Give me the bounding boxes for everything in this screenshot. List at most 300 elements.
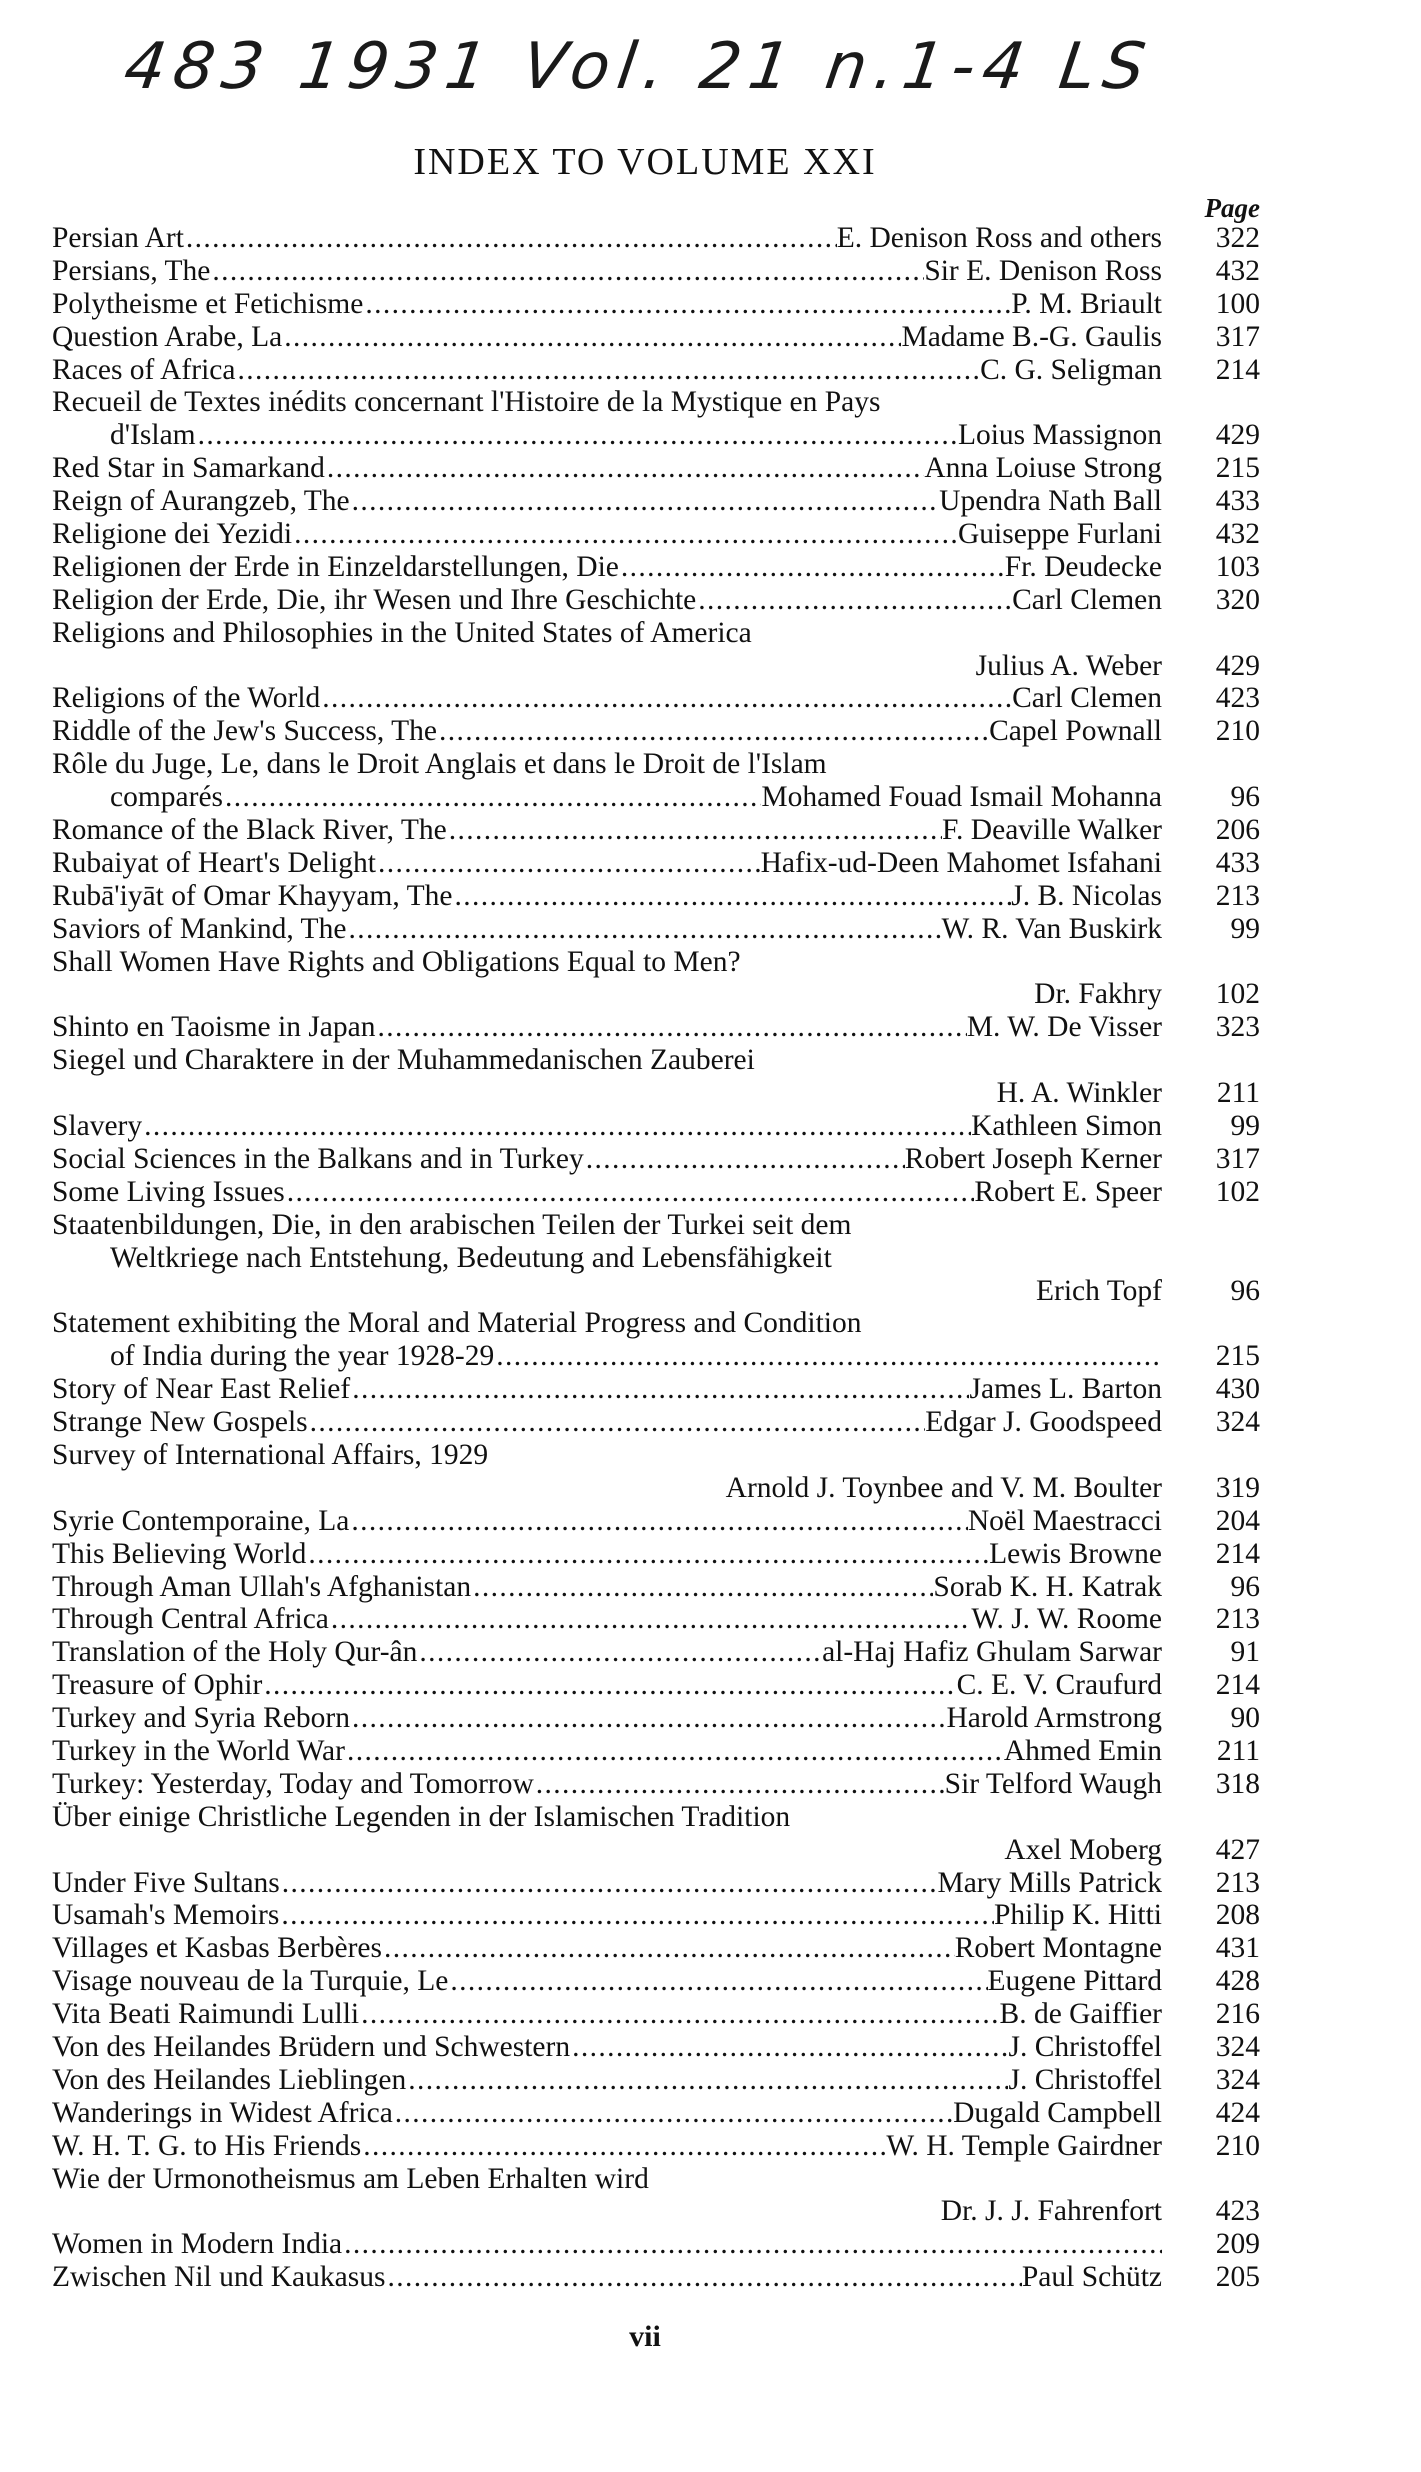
entry-main [52, 288, 1162, 321]
entry-title: Survey of International Affairs, 1929 [52, 1438, 489, 1471]
entry-title: Wie der Urmonotheismus am Leben Erhalten wird [52, 2162, 649, 2195]
entry-author: Axel Moberg [1004, 1833, 1162, 1866]
entry-author: Lewis Browne [989, 1537, 1162, 1570]
entry-author: Madame B.-G. Gaulis [901, 320, 1162, 353]
index-entry [52, 1242, 1260, 1275]
entry-author: Kathleen Simon [971, 1110, 1162, 1143]
entry-main [52, 748, 1162, 781]
entry-main [52, 682, 1162, 715]
entry-title: Translation of the Holy Qur-ân [52, 1636, 418, 1669]
entry-author: M. W. De Visser [966, 1011, 1162, 1044]
entry-main [52, 1735, 1162, 1768]
entry-author: Sorab K. H. Katrak [933, 1570, 1162, 1603]
entry-title: Über einige Christliche Legenden in der Islamischen Tradition [52, 1800, 791, 1833]
index-entry [52, 1669, 1260, 1702]
entry-page-number: 210 [1215, 715, 1260, 748]
entry-title: Zwischen Nil und Kaukasus [52, 2261, 386, 2294]
index-entry [52, 419, 1260, 452]
entry-page-number: 216 [1215, 1998, 1260, 2031]
index-entry [52, 1406, 1260, 1439]
entry-title: Turkey: Yesterday, Today and Tomorrow [52, 1767, 534, 1800]
entry-title: Rubaiyat of Heart's Delight [52, 846, 376, 879]
entry-page-number [1162, 1801, 1260, 1834]
entry-page-number [1162, 1439, 1260, 1472]
entry-page-number: 317 [1215, 1142, 1260, 1175]
entry-page-number: 317 [1215, 320, 1260, 353]
entry-title: Some Living Issues [52, 1175, 285, 1208]
index-entry [52, 847, 1260, 880]
index-entry [52, 1768, 1260, 1801]
index-entry [52, 2163, 1260, 2196]
entry-title: Visage nouveau de la Turquie, Le [52, 1965, 449, 1998]
entry-page-number: 204 [1215, 1504, 1260, 1537]
entry-author: H. A. Winkler [996, 1077, 1162, 1110]
entry-page-number: 424 [1215, 2096, 1260, 2129]
entry-page-number: 214 [1215, 1537, 1260, 1570]
entry-main [52, 1669, 1162, 1702]
entry-author: Carl Clemen [1012, 583, 1162, 616]
entry-page-number: 100 [1215, 287, 1260, 320]
index-entry [52, 1867, 1260, 1900]
entry-page-number: 432 [1215, 518, 1260, 551]
entry-main [52, 2163, 1162, 2196]
entry-main [52, 1209, 1162, 1242]
entry-title: Riddle of the Jew's Success, The [52, 715, 437, 748]
entry-title: Through Aman Ullah's Afghanistan [52, 1570, 472, 1603]
dot-leader [345, 1735, 1004, 1768]
entry-page-number [1162, 617, 1260, 650]
entry-title: Von des Heilandes Brüdern und Schwestern [52, 2030, 571, 2063]
entry-main [52, 1899, 1162, 1932]
dot-leader [282, 321, 901, 354]
entry-author: Guiseppe Furlani [957, 518, 1162, 551]
entry-author: Carl Clemen [1012, 682, 1162, 715]
entry-title: Religions of the World [52, 682, 321, 715]
entry-main [52, 255, 1162, 288]
entry-main [52, 2031, 1162, 2064]
entry-page-number: 429 [1215, 419, 1260, 452]
dot-leader [385, 2261, 1021, 2294]
dot-leader [534, 1768, 945, 1801]
entry-page-number: 423 [1215, 2195, 1260, 2228]
entry-title: Shall Women Have Rights and Obligations Equal to Men? [52, 945, 741, 978]
entry-page-number: 103 [1215, 550, 1260, 583]
entry-author: C. E. V. Craufurd [956, 1669, 1162, 1702]
dot-leader [350, 485, 940, 518]
entry-title: Treasure of Ophir [52, 1669, 263, 1702]
index-entry [52, 1373, 1260, 1406]
index-entry [52, 748, 1260, 781]
index-entry [52, 1110, 1260, 1143]
entry-title: Villages et Kasbas Berbères [52, 1932, 382, 1965]
entry-author: Fr. Deudecke [1004, 550, 1162, 583]
entry-title: Siegel und Charaktere in der Muhammedanischen Zauberei [52, 1044, 755, 1077]
entry-main [52, 1373, 1162, 1406]
index-entry [52, 880, 1260, 913]
index-entry [52, 1899, 1260, 1932]
dot-leader [584, 1143, 905, 1176]
index-entry [52, 551, 1260, 584]
entry-author: al-Haj Hafiz Ghulam Sarwar [822, 1636, 1162, 1669]
entry-main [52, 1110, 1162, 1143]
entry-author: J. Christoffel [1008, 2030, 1162, 2063]
entry-main [52, 946, 1162, 979]
entry-author: E. Denison Ross and others [836, 222, 1162, 254]
entry-main [52, 1636, 1162, 1669]
index-entry [52, 386, 1260, 419]
entry-main [52, 1571, 1162, 1604]
entry-main [52, 1998, 1162, 2031]
entry-page-number [1162, 1307, 1260, 1340]
entry-main [52, 650, 1162, 683]
entry-title: Races of Africa [52, 353, 236, 386]
index-entry [52, 584, 1260, 617]
entry-author: Julius A. Weber [975, 649, 1162, 682]
dot-leader [447, 814, 942, 847]
entry-page-number [1162, 946, 1260, 979]
entry-author: F. Deaville Walker [942, 814, 1162, 847]
entry-title: Polytheisme et Fetichisme [52, 287, 364, 320]
entry-author: Mary Mills Patrick [937, 1866, 1162, 1899]
entry-title: Weltkriege nach Entstehung, Bedeutung and Lebensfähigkeit [110, 1241, 832, 1274]
entry-main [52, 2130, 1162, 2163]
dot-leader [350, 1702, 947, 1735]
entry-main [52, 617, 1162, 650]
entry-author: Edgar J. Goodspeed [925, 1406, 1162, 1439]
index-entry [52, 946, 1260, 979]
dot-leader [696, 584, 1012, 617]
entry-author: Hafix-ud-Deen Mahomet Isfahani [760, 846, 1162, 879]
entry-author: Arnold J. Toynbee and V. M. Boulter [725, 1471, 1162, 1504]
entry-title: Wanderings in Widest Africa [52, 2096, 393, 2129]
index-entry [52, 1636, 1260, 1669]
entry-main [52, 715, 1162, 748]
index-entry [52, 485, 1260, 518]
index-entry [52, 1472, 1260, 1505]
entry-page-number: 320 [1215, 583, 1260, 616]
entry-page-number: 318 [1215, 1767, 1260, 1800]
entry-title: Religione dei Yezidi [52, 518, 293, 551]
dot-leader [570, 2031, 1008, 2064]
index-entry [52, 1307, 1260, 1340]
entry-author: Sir Telford Waugh [944, 1767, 1162, 1800]
index-entry [52, 2261, 1260, 2294]
entry-page-number: 213 [1215, 1866, 1260, 1899]
index-entry [52, 781, 1260, 814]
entry-main [52, 1275, 1162, 1308]
index-entry [52, 1077, 1260, 1110]
entry-main [52, 1965, 1162, 1998]
dot-leader [279, 1899, 994, 1932]
index-entry [52, 1143, 1260, 1176]
entry-page-number: 213 [1215, 1603, 1260, 1636]
entry-title: Turkey in the World War [52, 1734, 345, 1767]
entry-page-number: 208 [1215, 1899, 1260, 1932]
entry-main [52, 1603, 1162, 1636]
entry-author: W. H. Temple Gairdner [886, 2129, 1162, 2162]
dot-leader [285, 1176, 975, 1209]
index-entry [52, 1571, 1260, 1604]
entry-page-number: 214 [1215, 1669, 1260, 1702]
entry-title: W. H. T. G. to His Friends [52, 2129, 362, 2162]
page-title: INDEX TO VOLUME XXI [413, 141, 877, 183]
entry-page-number: 215 [1215, 1340, 1260, 1373]
dot-leader [382, 1932, 955, 1965]
entry-page-number: 433 [1215, 485, 1260, 518]
entry-author: Robert Joseph Kerner [904, 1142, 1162, 1175]
entry-title: Through Central Africa [52, 1603, 329, 1636]
entry-title: Persians, The [52, 254, 211, 287]
index-entry [52, 1801, 1260, 1834]
entry-author: Upendra Nath Ball [939, 485, 1162, 518]
index-entry [52, 2130, 1260, 2163]
dot-leader [350, 1373, 969, 1406]
entry-main [52, 1505, 1162, 1538]
dot-leader [142, 1110, 971, 1143]
entry-page-number: 324 [1215, 2030, 1260, 2063]
entry-title: d'Islam [110, 419, 196, 452]
entry-page-number: 429 [1215, 649, 1260, 682]
dot-leader [320, 682, 1012, 715]
entry-author: B. de Gaiffier [999, 1998, 1162, 2031]
entry-page-number [1162, 1242, 1260, 1275]
index-entry [52, 1735, 1260, 1768]
entry-main [52, 1932, 1162, 1965]
entry-author: C. G. Seligman [980, 353, 1162, 386]
entry-page-number: 428 [1215, 1965, 1260, 1998]
entry-page-number: 323 [1215, 1011, 1260, 1044]
entry-page-number: 432 [1215, 254, 1260, 287]
dot-leader [376, 1011, 967, 1044]
entry-title: Under Five Sultans [52, 1866, 280, 1899]
entry-title: comparés [110, 781, 224, 814]
entry-main [52, 880, 1162, 913]
index-entry [52, 1044, 1260, 1077]
dot-leader [196, 419, 958, 452]
dot-leader [349, 1505, 967, 1538]
index-entry [52, 1998, 1260, 2031]
index-entry [52, 321, 1260, 354]
entry-main [52, 2228, 1162, 2261]
entry-main [52, 1406, 1162, 1439]
entry-title: Staatenbildungen, Die, in den arabischen Teilen der Turkei seit dem [52, 1208, 852, 1241]
index-entry [52, 2228, 1260, 2261]
entry-page-number: 210 [1215, 2129, 1260, 2162]
entry-author: P. M. Briault [1011, 287, 1162, 320]
entry-title: Shinto en Taoisme in Japan [52, 1011, 376, 1044]
dot-leader [262, 1669, 956, 1702]
index-entry [52, 1176, 1260, 1209]
dot-leader [235, 354, 980, 387]
index-entry [52, 1965, 1260, 1998]
entry-title: Question Arabe, La [52, 320, 283, 353]
entry-author: James L. Barton [969, 1373, 1162, 1406]
index-entry [52, 2097, 1260, 2130]
entry-page-number: 205 [1215, 2261, 1260, 2294]
entry-title: Women in Modern India [52, 2228, 343, 2261]
entry-page-number: 215 [1215, 452, 1260, 485]
entry-page-number: 214 [1215, 353, 1260, 386]
dot-leader [406, 2064, 1008, 2097]
dot-leader [325, 452, 925, 485]
entry-main [52, 386, 1162, 419]
dot-leader [223, 781, 761, 814]
dot-leader [308, 1406, 926, 1439]
entry-author: Sir E. Denison Ross [924, 254, 1162, 287]
index-entry [52, 2031, 1260, 2064]
entry-page-number: 211 [1216, 1077, 1260, 1110]
index-entry [52, 814, 1260, 847]
entry-author: Noël Maestracci [967, 1504, 1162, 1537]
entry-author: J. B. Nicolas [1011, 879, 1162, 912]
dot-leader [329, 1603, 971, 1636]
entry-main [52, 847, 1162, 880]
index-entry [52, 1538, 1260, 1571]
entry-main [52, 1143, 1162, 1176]
entry-main [52, 1801, 1162, 1834]
entry-page-number: 209 [1215, 2228, 1260, 2261]
entry-page-number: 99 [1230, 1110, 1260, 1143]
entry-title: Romance of the Black River, The [52, 814, 447, 847]
dot-leader [342, 2228, 1162, 2261]
entry-main [52, 551, 1162, 584]
entry-main [52, 584, 1162, 617]
entry-title: Slavery [52, 1110, 143, 1143]
entry-page-number: 96 [1230, 781, 1260, 814]
entry-main [52, 1011, 1162, 1044]
index-entry [52, 518, 1260, 551]
entry-author: Paul Schütz [1021, 2261, 1162, 2294]
entry-page-number [1162, 2163, 1260, 2196]
entry-author: Dugald Campbell [953, 2096, 1162, 2129]
index-entry [52, 650, 1260, 683]
entry-page-number: 324 [1215, 2063, 1260, 2096]
entry-title: Red Star in Samarkand [52, 452, 325, 485]
entry-main [52, 781, 1162, 814]
entry-title: Saviors of Mankind, The [52, 912, 347, 945]
index-entry [52, 617, 1260, 650]
index-entry [52, 288, 1260, 321]
index-entry [52, 452, 1260, 485]
entry-author: Robert Montagne [954, 1932, 1162, 1965]
entry-page-number: 99 [1230, 912, 1260, 945]
entry-page-number: 206 [1215, 814, 1260, 847]
entry-title: of India during the year 1928-29 [110, 1340, 495, 1373]
dot-leader [471, 1571, 933, 1604]
entry-page-number [1162, 1044, 1260, 1077]
entry-page-number [1162, 386, 1260, 419]
index-entry [52, 682, 1260, 715]
entry-title: Von des Heilandes Lieblingen [52, 2063, 407, 2096]
dot-leader [346, 913, 941, 946]
entry-main [52, 518, 1162, 551]
dot-leader [417, 1636, 822, 1669]
dot-leader [393, 2097, 953, 2130]
dot-leader [448, 1965, 987, 1998]
entry-main [52, 913, 1162, 946]
dot-leader [376, 847, 761, 880]
entry-main [52, 1768, 1162, 1801]
handwritten-annotation: 483 1931 Vol. 21 n.1-4 LS [119, 30, 1158, 104]
entry-main [52, 978, 1162, 1011]
index-entries [52, 222, 1260, 2294]
entry-page-number: 102 [1215, 1175, 1260, 1208]
entry-author: Loius Massignon [957, 419, 1162, 452]
entry-main [52, 2195, 1162, 2228]
entry-main [52, 2097, 1162, 2130]
entry-author: Dr. Fakhry [1034, 978, 1162, 1011]
entry-author: Capel Pownall [989, 715, 1162, 748]
index-entry [52, 354, 1260, 387]
entry-title: Vita Beati Raimundi Lulli [52, 1998, 360, 2031]
entry-page-number: 319 [1215, 1471, 1260, 1504]
dot-leader [363, 288, 1011, 321]
entry-title: Strange New Gospels [52, 1406, 308, 1439]
entry-main [52, 1176, 1162, 1209]
index-entry [52, 1439, 1260, 1472]
entry-page-number: 427 [1215, 1833, 1260, 1866]
entry-main [52, 419, 1162, 452]
entry-main [52, 1307, 1162, 1340]
index-entry [52, 1702, 1260, 1735]
entry-main [52, 1538, 1162, 1571]
entry-page-number: 96 [1230, 1274, 1260, 1307]
index-entry [52, 1340, 1260, 1373]
entry-main [52, 222, 1162, 255]
entry-page-number: 91 [1230, 1636, 1260, 1669]
entry-author: W. J. W. Roome [971, 1603, 1162, 1636]
entry-page-number: 423 [1215, 682, 1260, 715]
entry-main [52, 485, 1162, 518]
dot-leader [494, 1340, 1162, 1373]
entry-author: W. R. Van Buskirk [941, 912, 1162, 945]
entry-title: Recueil de Textes inédits concernant l'Histoire de la Mystique en Pays [52, 386, 881, 419]
entry-author: Ahmed Emin [1003, 1734, 1162, 1767]
entry-title: Statement exhibiting the Moral and Material Progress and Condition [52, 1307, 862, 1340]
index-entry [52, 1275, 1260, 1308]
dot-leader [292, 518, 958, 551]
entry-page-number: 211 [1216, 1734, 1260, 1767]
entry-author: Harold Armstrong [946, 1702, 1162, 1735]
entry-page-number: 96 [1230, 1570, 1260, 1603]
entry-title: Persian Art [52, 222, 184, 254]
entry-main [52, 452, 1162, 485]
index-entry [52, 1209, 1260, 1242]
entry-page-number: 90 [1230, 1702, 1260, 1735]
entry-page-number: 433 [1215, 846, 1260, 879]
entry-author: J. Christoffel [1008, 2063, 1162, 2096]
page-column-header: Page [1204, 193, 1260, 223]
entry-main [52, 1242, 1162, 1275]
entry-author: Dr. J. J. Fahrenfort [940, 2195, 1162, 2228]
entry-author: Philip K. Hitti [993, 1899, 1162, 1932]
page-folio: vii [629, 2320, 661, 2353]
dot-leader [619, 551, 1005, 584]
dot-leader [452, 880, 1011, 913]
entry-author: Robert E. Speer [974, 1175, 1162, 1208]
entry-page-number: 431 [1215, 1932, 1260, 1965]
entry-title: Reign of Aurangzeb, The [52, 485, 350, 518]
entry-main [52, 1044, 1162, 1077]
entry-main [52, 2064, 1162, 2097]
entry-title: Religions and Philosophies in the United States of America [52, 616, 752, 649]
dot-leader [184, 222, 837, 255]
entry-title: Story of Near East Relief [52, 1373, 351, 1406]
entry-author: Anna Loiuse Strong [924, 452, 1162, 485]
dot-leader [306, 1538, 989, 1571]
entry-main [52, 1867, 1162, 1900]
entry-main [52, 1077, 1162, 1110]
